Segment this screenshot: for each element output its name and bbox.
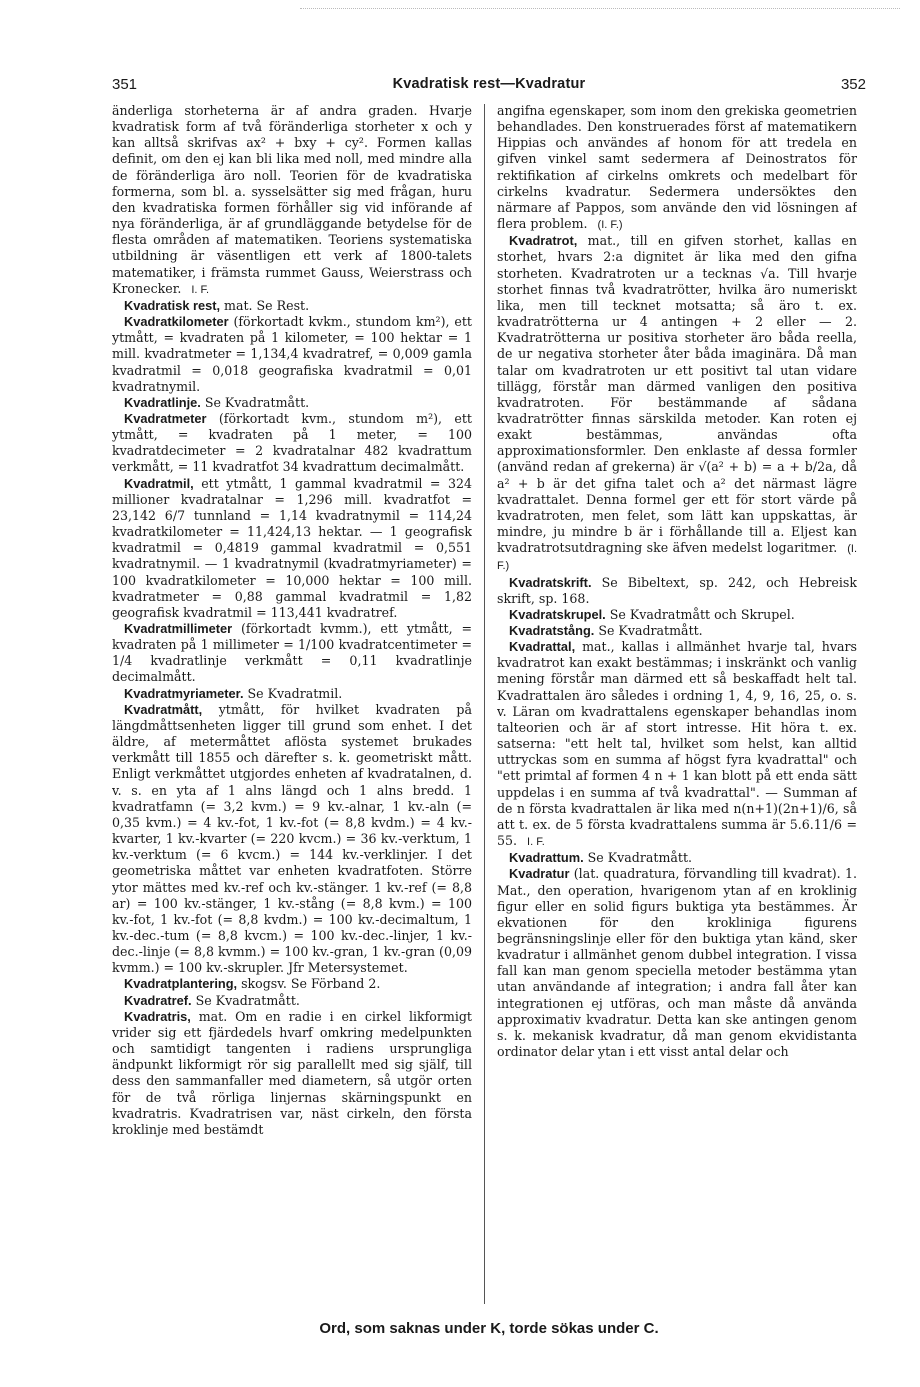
- dictionary-entry: [112, 976, 472, 992]
- author-signature: (I. F.): [497, 543, 857, 573]
- entry-text: ett ytmått, 1 gammal kvadratmil = 324 millioner kvadratalnar = 1,296 mill. kvadratfot = 23,142 6/7 tunnland = 1,14 kvadratnymil = 114,24 kvadratkilometer = 11,424,13 hektar. — 1 geografisk kvadratmil = 0,4819 gammal kvadratmil = 0,551 kvadratnymil. — 1 kvadratnymil (kvadratmyriameter) = 100 kvadratkilometer = 10,000 hektar = 100 mill. kvadratmeter = 0,88 gammal kvadratmil = 1,82 geografisk kvadratmil = 113,441 kvadratref.: [112, 475, 472, 620]
- entry-text: angifna egenskaper, som inom den grekiska geometrien behandlades. Den konstruerades först af matematikern Hippias och användes af honom för att tredela en gifven vinkel samt sedermera af Deinostratos för rektifikation af cirkelns omkrets och medelbart för cirkelns kvadratur. Sedermera undersöktes den närmare af Pappos, som använde den vid lösningen af flera problem.: [497, 103, 857, 232]
- entry-text: Se Kvadratmil.: [243, 685, 343, 701]
- page-header: [112, 76, 866, 94]
- dictionary-entry: [497, 850, 857, 866]
- dictionary-entry: [112, 411, 472, 476]
- headword: Kvadratmått,: [124, 701, 203, 717]
- dictionary-entry: [112, 314, 472, 395]
- dictionary-entry: [112, 686, 472, 702]
- entry-text: Se Bibeltext, sp. 242, och Hebreisk skrift, sp. 168.: [497, 574, 857, 606]
- headword: Kvadratplantering,: [124, 976, 238, 992]
- dictionary-entry: [497, 575, 857, 607]
- entry-text: mat. Om en radie i en cirkel likformigt vrider sig ett fjärdedels hvarf omkring medelpunkten och samtidigt tangenten i radiens ursprungliga ändpunkt likformigt rör sig parallellt med sig själf, till dess den sammanfaller med diametern, så utgör orten för de två rörliga linjernas skärningspunkt en kvadratris. Kvadratrisen var, näst cirkeln, den första kroklinje med bestämdt: [112, 1008, 472, 1137]
- dictionary-entry: [497, 639, 857, 850]
- entry-text: (förkortadt kvmm.), ett ytmått, = kvadraten på 1 millimeter = 1/100 kvadratcentimeter = 1/4 kvadratlinje verkmått = 0,11 kvadratlinje decimalmått.: [112, 621, 472, 685]
- column-divider: [484, 104, 485, 1304]
- right-column: [497, 103, 857, 1363]
- entry-text: Se Kvadratmått.: [200, 394, 310, 410]
- headword: Kvadratmeter: [124, 410, 207, 426]
- headword: Kvadratmillimeter: [124, 621, 233, 636]
- author-signature: I. F.: [191, 283, 210, 296]
- entry-text: (lat. quadratura, förvandling till kvadrat). 1. Mat., den operation, hvarigenom ytan af en kroklinig figur eller en solid figurs buktiga yta bestämmes. Är ekvationen för den krokliniga figurens begränsningslinje eller för den buktiga ytan känd, sker kvadratur i allmänhet genom dubbel integration. I vissa fall kan man genom speciella metoder bestämma ytan utan användande af integration; i andra fall åter kan integrationen ej utföras, och man måste då använda approximativ kvadratur. Detta kan ske antingen genom s. k. mekanisk kvadratur, då man genom ekvidistanta ordinator delar ytan i ett visst antal delar och: [497, 866, 857, 1060]
- author-signature: (I. F.): [597, 219, 623, 232]
- dictionary-entry: [497, 607, 857, 623]
- dictionary-entry: [112, 298, 472, 314]
- page-footer-note: Ord, som saknas under K, torde sökas under C.: [319, 1320, 659, 1337]
- dictionary-entry: [112, 1009, 472, 1138]
- headword: Kvadratmil,: [124, 475, 194, 491]
- dictionary-entry: [497, 866, 857, 1060]
- headword: Kvadratmyriameter.: [124, 685, 244, 701]
- author-signature: I. F.: [527, 836, 545, 849]
- headword: Kvadratkilometer: [124, 314, 229, 330]
- headword: Kvadratrot,: [509, 233, 578, 249]
- entry-text: (förkortadt kvm., stundom m²), ett ytmått, = kvadraten på 1 meter, = 100 kvadratdecimeter = 2 kvadratalnar 482 kvadrattum verkmått, = 11 kvadratfot 34 kvadrattum decimalmått.: [112, 410, 472, 475]
- headword: Kvadratris,: [124, 1008, 191, 1024]
- headword: Kvadrattum.: [509, 850, 584, 866]
- top-scan-edge: [300, 8, 900, 10]
- entry-text: ytmått, för hvilket kvadraten på längdmåttsenheten ligger till grund som enhet. I det äldre, af metermåttet aflösta systemet brukades verkmått till 1855 och därefter s. k. geometriskt mått. Enligt verkmåttet utgjordes enheten af kvadratalnen, d. v. s. en yta af 1 alns längd och 1 alns bredd. 1 kvadratfamn (= 3,2 kvm.) = 9 kv.-alnar, 1 kv.-aln (= 0,35 kvm.) = 4 kv.-fot, 1 kv.-fot (= 8,8 kvdm.) = 4 kv.-kvarter, 1 kv.-kvarter (= 220 kvcm.) = 36 kv.-verktum, 1 kv.-verktum (= 6 kvcm.) = 144 kv.-verklinjer. I det geometriska måttet var enheten kvadratfoten. Större ytor mättes med kv.-ref och kv.-stänger. 1 kv.-ref (= 8,8 ar) = 100 kv.-stänger, 1 kv.-stång (= 8,8 kvm.) = 100 kv.-fot, 1 kv.-fot (= 8,8 kvdm.) = 100 kv.-decimaltum, 1 kv.-dec.-tum (= 8,8 kvcm.) = 100 kv.-dec.-linjer, 1 kv.-dec.-linje (= 8,8 kvmm.) = 100 kv.-gran, 1 kv.-gran (0,09 kvmm.) = 100 kv.-skrupler. Jfr Metersystemet.: [112, 701, 472, 976]
- dictionary-entry: [112, 103, 472, 298]
- entry-text: mat., till en gifven storhet, kallas en storhet, hvars 2:a dignitet är lika med den gifna storheten. Kvadratroten ur a tecknas √a. Till hvarje storhet finnas två kvadratrötter, hvilka äro numeriskt lika, men till tecknet motsatta; så äro t. ex. kvadratrötterna ur 4 antingen + 2 eller — 2. Kvadratrötterna ur positiva storheter äro båda reella, de ur negativa storheter åter båda imaginära. Då man talar om kvadratroten ur ett positivt tal utan vidare tillägg, förstår man därmed vanligen den positiva kvadratroten. För bestämmande af sådana kvadratrötter finnas särskilda metoder. Kan roten ej exakt bestämmas, användas ofta approximationsformler. Den enklaste af dessa formler (använd redan af grekerna) är √(a² + b) = a + b/2a, då a² + b är det gifna talet och a² det närmast lägre kvadrattalet. Denna formel ger ett för stort värde på kvadratroten, men felet, som lätt kan uppskattas, är mindre, ju mindre b är i förhållande till a. Eljest kan kvadratrotsutdragning ske äfven medelst logaritmer.: [497, 233, 857, 556]
- headword: Kvadratstång.: [509, 623, 595, 638]
- entry-text: (förkortadt kvkm., stundom km²), ett ytmått, = kvadraten på 1 kilometer, = 100 hektar = 1 mill. kvadratmeter = 1,134,4 kvadratref, = 0,009 gamla kvadratmil = 0,018 geografiska kvadratmil = 0,01 kvadratnymil.: [112, 314, 472, 394]
- dictionary-entry: [112, 993, 472, 1009]
- entry-text: Se Kvadratmått.: [191, 992, 300, 1008]
- dictionary-entry: [112, 476, 472, 621]
- dictionary-entry: [112, 621, 472, 686]
- headword: Kvadratur: [509, 866, 570, 882]
- entry-text: skogsv. Se Förband 2.: [237, 976, 381, 992]
- entry-text: Se Kvadratmått.: [594, 623, 703, 638]
- entry-text: Se Kvadratmått.: [583, 850, 693, 866]
- headword: Kvadratskrift.: [509, 574, 592, 590]
- dictionary-entry: [112, 702, 472, 977]
- left-column: [112, 103, 472, 1363]
- dictionary-entry: [497, 103, 857, 233]
- entry-text: Se Kvadratmått och Skrupel.: [605, 606, 795, 622]
- headword: Kvadratskrupel.: [509, 606, 606, 622]
- entry-text: mat. Se Rest.: [220, 297, 310, 313]
- entry-text: mat., kallas i allmänhet hvarje tal, hvars kvadratrot kan exakt bestämmas; i inskränkt och vanlig mening förstår man därmed ett så beskaffadt helt tal. Kvadrattalen äro således i ordning 1, 4, 9, 16, 25, o. s. v. Läran om kvadrattalens egenskaper behandlas inom talteorien och är af stort intresse. Hit höra t. ex. satserna: "ett helt tal, hvilket som helst, kan alltid uttryckas som en summa af högst fyra kvadrattal" och "ett primtal af formen 4 n + 1 kan blott på ett enda sätt uppdelas i en summa af två kvadrattal". — Summan af de n första kvadrattalen är lika med n(n+1)(2n+1)/6, så att t. ex. de 5 första kvadrattalens summa är 5.6.11/6 = 55.: [497, 639, 857, 849]
- entry-text: änderliga storheterna är af andra graden. Hvarje kvadratisk form af två föränderliga storheter x och y kan alltså skrifvas ax² + bxy + cy². Formen kallas definit, om den ej kan bli lika med noll, med mindre alla de föränderliga äro noll. Teorien för de kvadratiska formerna, som bl. a. sysselsätter sig med frågan, huru den kvadratiska formen förhåller sig vid införande af nya föränderliga, är af grundläggande betydelse för de flesta områden af matematiken. Teoriens systematiska utbildning är väsentligen ett verk af 1800-talets matematiker, i främsta rummet Gauss, Weierstrass och Kronecker.: [112, 103, 472, 296]
- running-title: Kvadratisk rest—Kvadratur: [392, 76, 586, 92]
- dictionary-entry: [497, 623, 857, 639]
- dictionary-entry: [112, 395, 472, 411]
- headword: Kvadratlinje.: [124, 394, 201, 410]
- page-number-right: 352: [840, 76, 866, 93]
- headword: Kvadrattal,: [509, 639, 576, 655]
- headword: Kvadratisk rest,: [124, 297, 221, 313]
- headword: Kvadratref.: [124, 992, 192, 1008]
- page-number-left: 351: [112, 76, 138, 93]
- dictionary-entry: [497, 233, 857, 574]
